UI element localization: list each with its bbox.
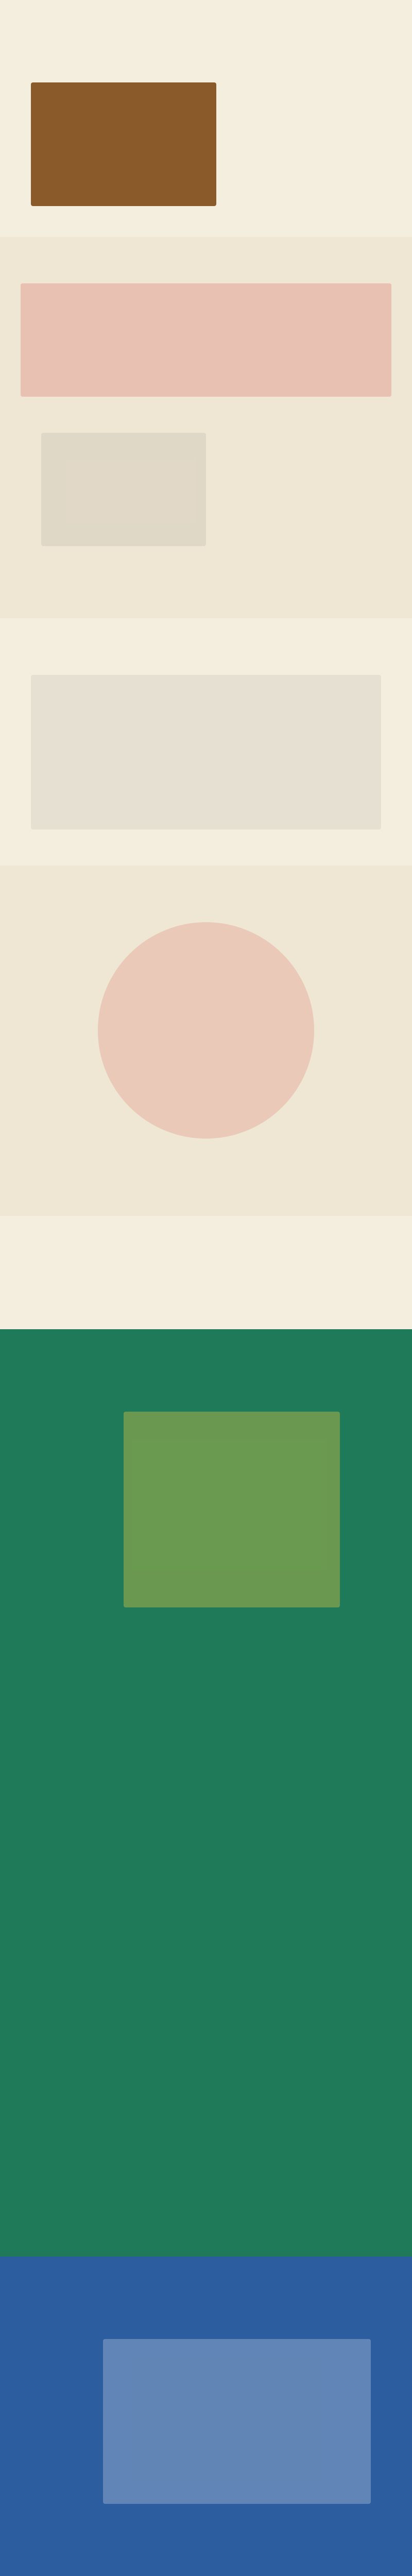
plane-illustration xyxy=(21,283,391,397)
destinations-section xyxy=(0,237,412,618)
reasons-section xyxy=(0,866,412,1216)
duration-heading xyxy=(0,618,412,634)
header-section xyxy=(0,0,412,237)
duration-section xyxy=(0,618,412,866)
australia-section xyxy=(0,1329,412,2257)
usa-map xyxy=(103,2339,371,2504)
destination-podium xyxy=(41,433,206,546)
reasons-pie-chart xyxy=(98,922,314,1139)
reasons-heading xyxy=(0,866,412,881)
usa-heading xyxy=(0,2257,412,2277)
page-title xyxy=(0,0,412,21)
australia-map xyxy=(124,1412,340,1607)
usa-section xyxy=(0,2257,412,2576)
expat-info-section xyxy=(0,1216,412,1329)
duration-suitcases xyxy=(31,675,381,829)
expat-info-heading xyxy=(0,1216,412,1247)
australia-heading xyxy=(0,1329,412,1350)
suitcase-illustration xyxy=(31,82,216,206)
destinations-heading xyxy=(0,237,412,252)
